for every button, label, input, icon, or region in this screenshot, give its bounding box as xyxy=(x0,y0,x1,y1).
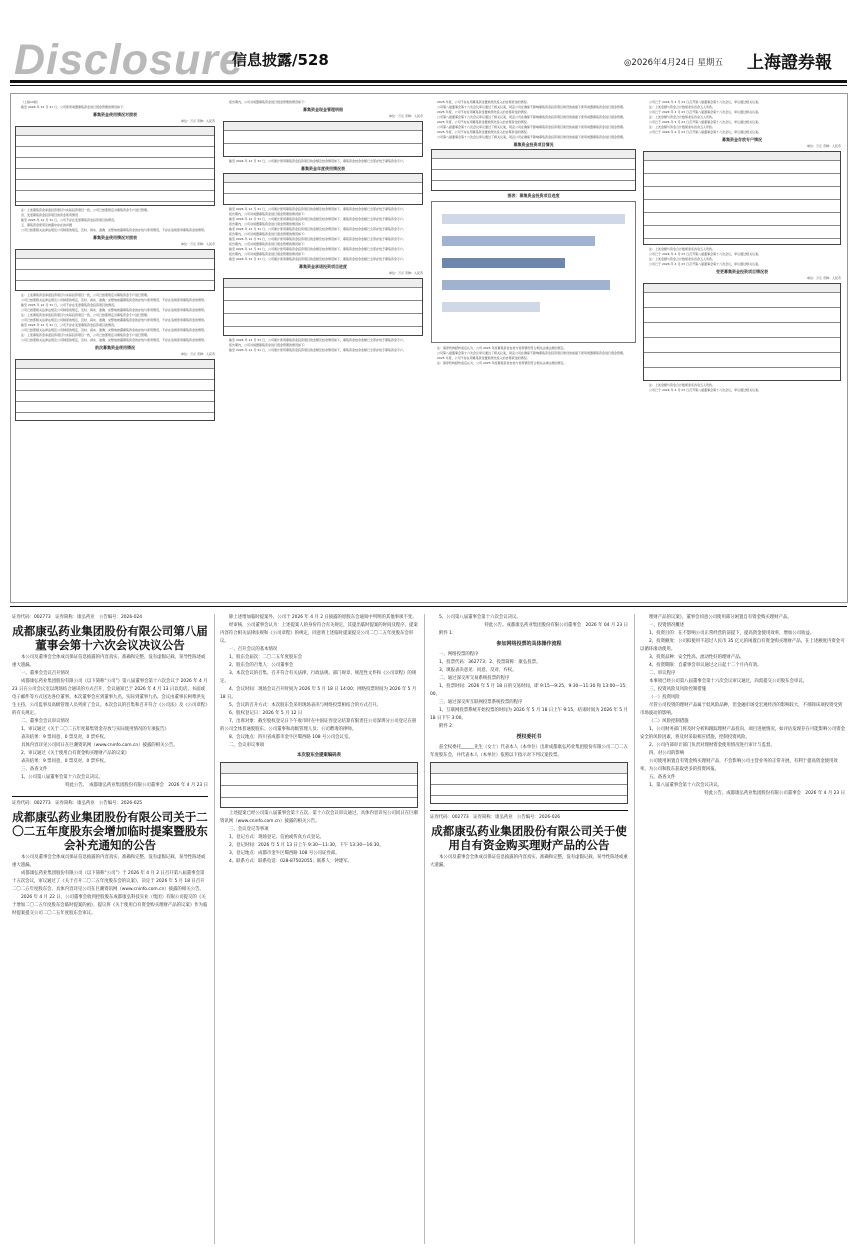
paragraph: 注：保荐机构经核查后认为，公司 2025 年度募集资金存放与使用情况符合相关法律法规的规定。 xyxy=(437,361,567,365)
paragraph: 一、召开会议的基本情况 xyxy=(229,647,278,652)
paragraph: 注：上述募集资金承诺投资项目与实际投资项目一致，公司已按照规定对募集资金专户进行管理。 xyxy=(21,313,151,317)
newspaper-name: 上海證券報 xyxy=(747,53,832,73)
masthead-rule-thin xyxy=(10,85,847,86)
paragraph: 1、公司财务部门将及时分析和跟踪理财产品投向、项目进展情况，如评估发现存在可能影响公司资金安全的风险因素，将及时采取相应措施，控制投资风险。 xyxy=(640,727,845,740)
lower-column-1 xyxy=(12,614,208,1244)
paragraph: 注：上述金额与资金合计数尾差系四舍五入所致。 xyxy=(649,247,716,251)
data-table xyxy=(15,359,215,421)
paragraph: 2026 年 4 月 22 日，公司董事会收到控股股东成都康弘科技实业（集团）有限公司提交的《关于增加二〇二五年度股东会临时提案的函》，提议将《关于使用自有资金购买理财产品的议案》作为临时提案提交公司二〇二五年度股东会审议。 xyxy=(12,895,208,916)
paragraph: 1、投票时间：2026 年 5 月 18 日的交易时间，即 9:15—9:25，9:30—11:30 和 13:00—15:00。 xyxy=(430,684,627,697)
upper-announcement xyxy=(10,93,848,603)
paragraph: 5、会议的召开方式：本次股东会采用现场表决与网络投票相结合的方式召开。 xyxy=(229,703,382,708)
paragraph: 1、股东会届次：二〇二五年度股东会 xyxy=(229,655,303,660)
paragraph: 5、公司第八届董事会第十六次会议决议。 xyxy=(439,615,521,620)
paragraph: 截至 2026 年 12 月 31 日，公司累计使用募集资金投资项目的金额及结余情况如下，募集资金结余金额已全部存放于募集资金专户。 xyxy=(229,217,406,221)
paragraph: 本公司及董事会全体成员保证信息披露的内容真实、准确和完整，没有虚假记载、误导性陈述或重大遗漏。 xyxy=(12,655,206,668)
paragraph: 公司已按照相关法律法规及公司制度的规定，及时、真实、准确、完整地披露募集资金的存放与使用情况，不存在违规使用募集资金的情形。 xyxy=(21,308,208,312)
chart-bar xyxy=(442,258,565,268)
table-title: 募集资金存放专户情况 xyxy=(722,137,762,142)
section-divider xyxy=(10,606,847,607)
paragraph: 2025 年度，公司不存在用募集资金置换预先投入的自筹资金的情况。 xyxy=(437,110,530,114)
issue-date: ◎2026年4月24日 星期五 xyxy=(624,58,723,68)
paragraph: 公司已按照相关法律法规及公司制度的规定，及时、真实、准确、完整地披露募集资金的存放与使用情况，不存在违规使用募集资金的情形。 xyxy=(21,318,208,322)
paragraph: 2025 年度，公司不存在用募集资金置换预先投入的自筹资金的情况。 xyxy=(437,120,530,124)
paragraph: 报告期内，公司对闲置募集资金进行现金管理的情况如下： xyxy=(229,242,308,246)
paragraph: 截至 2026 年 12 月 31 日，公司使用闲置募集资金进行现金管理的情况如下： xyxy=(21,105,126,109)
stock-code-line: 证券代码：002773 证券简称：康弘药业 公告编号：2026-025 xyxy=(12,801,143,806)
paragraph: 2025 年度，公司不存在用募集资金置换预先投入的自筹资金的情况。 xyxy=(437,130,530,134)
paragraph: 三、通过深交所互联网投票系统投票的程序 xyxy=(439,700,523,705)
paragraph: 公司使用闲置自有资金购买理财产品，不会影响公司主营业务的正常开展，有利于提高资金使用效率，为公司和股东获取更多的投资回报。 xyxy=(640,759,838,772)
paragraph: 三、会议登记等事项 xyxy=(229,827,269,832)
paragraph: 注：上述募集资金承诺投资项目与实际投资项目一致，公司已按照规定对募集资金专户进行管理。 xyxy=(21,208,151,212)
attachment-title: 授权委托书 xyxy=(516,734,542,740)
column-divider xyxy=(424,614,425,1244)
signature: 特此公告。成都康弘药业集团股份有限公司董事会 2026 年 4 月 23 日 xyxy=(704,791,845,796)
paragraph: 1、审议通过《关于二〇二五年度募集资金存放与实际使用情况的专项报告》 xyxy=(21,727,169,732)
paragraph: 截至 2025 年 12 月 31 日，公司不存在变更募集资金投资项目的情况。 xyxy=(21,323,117,327)
paragraph: 二、会议审议事项 xyxy=(229,743,265,748)
announcement-block xyxy=(430,810,628,870)
lower-column-2 xyxy=(220,614,418,1244)
paragraph: 截至 2026 年 12 月 31 日，公司累计使用募集资金投资项目的金额及结余情况如下，募集资金结余金额已全部存放于募集资金专户。 xyxy=(229,207,406,211)
paragraph: 截至 2025 年 12 月 31 日，公司不存在变更募集资金投资项目的情况。 xyxy=(21,303,117,307)
paragraph: 上述提案已经公司第八届董事会第十五次、第十六次会议审议通过，具体内容详见公司同日在巨潮资讯网（www.cninfo.com.cn）披露的相关公告。 xyxy=(220,811,418,824)
stock-code-line: 证券代码：002773 证券简称：康弘药业 公告编号：2026-026 xyxy=(430,815,561,820)
paragraph: 五、募集资金使用及披露中存在的问题 xyxy=(21,223,73,227)
data-table xyxy=(223,278,423,336)
data-table xyxy=(15,126,215,206)
announcement-title: 成都康弘药业集团股份有限公司关于使用自有资金购买理财产品的公告 xyxy=(431,824,627,852)
table-unit: 单位：万元 币种：人民币 xyxy=(181,242,215,246)
paragraph: 二、董事会会议审议情况 xyxy=(21,719,70,724)
brand-logo: Disclosure xyxy=(14,36,244,84)
table-title: 募集资金年度使用情况表 xyxy=(301,166,345,171)
paragraph: 二、通过深交所交易系统投票的程序 xyxy=(439,676,510,681)
paragraph: 理财产品的议案》，董事会同意公司使用部分闲置自有资金购买理财产品。 xyxy=(649,615,792,620)
proxy-vote-table xyxy=(430,762,628,804)
paragraph: 3、投资品种：安全性高、流动性好的理财产品。 xyxy=(649,655,744,660)
table-title: 募集资金现金管理明细 xyxy=(303,107,343,112)
paragraph: 注：上述募集资金承诺投资项目与实际投资项目一致，公司已按照规定对募集资金专户进行管理。 xyxy=(21,293,151,297)
data-table xyxy=(223,121,423,157)
paragraph: 本公司及董事会全体成员保证信息披露的内容真实、准确和完整，没有虚假记载、误导性陈述或重大遗漏。 xyxy=(430,855,628,868)
paragraph: 三、备查文件 xyxy=(21,767,48,772)
upper-column-3 xyxy=(431,100,636,596)
paragraph: 2、股东会的召集人：公司董事会 xyxy=(229,663,294,668)
column-divider xyxy=(634,614,635,1244)
data-table xyxy=(643,283,841,381)
attachment-label: 附件 1： xyxy=(439,631,457,636)
paragraph: 具体内容详见公司同日在巨潮资讯网（www.cninfo.com.cn）披露的相关公告。 xyxy=(21,743,178,748)
data-table xyxy=(643,151,841,245)
paragraph: 2、审议通过《关于使用自有资金购买理财产品的议案》 xyxy=(21,751,130,756)
paragraph: 注：上述金额与资金合计数尾差系四舍五入所致。 xyxy=(649,125,716,129)
paragraph: 3、填报表决意见：同意、反对、弃权。 xyxy=(439,668,517,673)
paragraph: 注：上述金额与资金合计数尾差系四舍五入所致。 xyxy=(649,257,716,261)
table-unit: 单位：万元 币种：人民币 xyxy=(181,352,215,356)
table-title: 募集资金承诺投资项目进度 xyxy=(299,264,347,269)
paragraph: 公司已按照相关法律法规及公司制度的规定，及时、真实、准确、完整地披露募集资金的存放与使用情况，不存在违规使用募集资金的情形。 xyxy=(21,298,208,302)
paragraph: 公司已于 2026 年 4 月 23 日召开第八届董事会第十六次会议，审议通过相关议案。 xyxy=(649,110,762,114)
paragraph: 公司已按照相关法律法规及公司制度的规定，及时、真实、准确、完整地披露募集资金的存放与使用情况，不存在违规使用募集资金的情形。 xyxy=(21,338,208,342)
paragraph: 表决结果：9 票同意，0 票反对，0 票弃权。 xyxy=(21,759,109,764)
paragraph: 本事项已经公司第八届董事会第十六次会议审议通过，尚需提交公司股东会审议。 xyxy=(649,679,808,684)
paragraph: 除上述增加临时提案外，公司于 2026 年 4 月 2 日披露的原股东会通知中列明的其他事项不变。 xyxy=(229,615,417,620)
paragraph: 尽管公司投资的理财产品属于低风险品种，但金融市场受宏观经济的影响较大，不排除该项投资受到市场波动的影响。 xyxy=(640,703,843,716)
paragraph: 三、投资风险及风险控制措施 xyxy=(649,687,707,692)
paragraph: 一、投资情况概述 xyxy=(649,623,685,628)
paragraph: 2、公司内部审计部门负责对理财资金使用情况进行审计与监督。 xyxy=(649,743,775,748)
paragraph: 截至 2026 年 12 月 31 日，公司累计使用募集资金投资项目的金额及结余情况如下，募集资金结余金额已全部存放于募集资金专户。 xyxy=(229,338,406,342)
table-title: 本次股东会提案编码表 xyxy=(297,753,341,758)
paragraph: 截至 2026 年 12 月 31 日，公司累计使用募集资金投资项目的金额及结余情况如下，募集资金结余金额已全部存放于募集资金专户。 xyxy=(229,348,406,352)
table-title: 募集资金使用情况对照表 xyxy=(93,235,137,240)
chart-bar xyxy=(442,280,610,290)
paragraph: 7、出席对象：截至股权登记日下午收市时在中国证券登记结算有限责任公司深圳分公司登记在册的公司全体普通股股东；公司董事和高级管理人员；公司聘请的律师。 xyxy=(220,719,417,732)
paragraph: 公司已于 2026 年 4 月 23 日召开第八届董事会第十六次会议，审议通过相关议案。 xyxy=(649,252,762,256)
paragraph: 五、备查文件 xyxy=(649,775,676,780)
upper-column-4 xyxy=(643,100,841,596)
paragraph: 截至 2026 年 12 月 31 日，公司累计使用募集资金投资项目的金额及结余情况如下，募集资金结余金额已全部存放于募集资金专户。 xyxy=(229,237,406,241)
paragraph: 成都康弘药业集团股份有限公司（以下简称“公司”）第八届董事会第十六次会议于 2026 年 4 月 23 日在公司会议室以现场结合通讯的方式召开，会议通知已于 2026 年 4 月 13 日以电话、书面或电子邮件等方式送达各位董事。本次董事会应到董事九名，实际到董事九名。会议由董事长柯尊洪先生主持，公司监事及高级管理人员列席了会议。本次会议的召集和召开符合《公司法》及《公司章程》的有关规定。 xyxy=(12,679,208,716)
paragraph: 二、审议程序 xyxy=(649,671,676,676)
paragraph: 4、投资期限：自董事会审议通过之日起十二个月内有效。 xyxy=(649,663,762,668)
paragraph: （一）投资风险 xyxy=(649,695,680,700)
paragraph: （上接12版） xyxy=(21,100,40,104)
table-title: 前次募集资金使用情况 xyxy=(95,345,135,350)
chart-bar xyxy=(442,214,625,224)
paragraph: 报告期内，公司对闲置募集资金进行现金管理的情况如下： xyxy=(229,232,308,236)
data-table xyxy=(223,173,423,205)
signature: 特此公告。 成都康弘药业集团股份有限公司董事会 2026 年 4 月 23 日 xyxy=(65,783,208,788)
paragraph: 报告期内，公司对闲置募集资金进行现金管理的情况如下： xyxy=(229,252,308,256)
paragraph: 表决结果：9 票同意，0 票反对，0 票弃权。 xyxy=(21,735,109,740)
paragraph: 截至 2026 年 12 月 31 日，公司累计使用募集资金投资项目的金额及结余情况如下，募集资金结余金额已全部存放于募集资金专户。 xyxy=(229,227,406,231)
signature: 特此公告。成都康弘药业集团股份有限公司董事会 2026 年 04 月 23 日 xyxy=(484,623,628,628)
paragraph: 截至 2026 年 12 月 31 日，公司累计使用募集资金投资项目的金额及结余情况如下，募集资金结余金额已全部存放于募集资金专户。 xyxy=(229,159,406,163)
table-unit: 单位：万元 币种：人民币 xyxy=(389,114,423,118)
paragraph: 公司第八届董事会第十六次会议审议通过了相关议案，同意公司在确保不影响募集资金投资项目建设的前提下使用闲置募集资金进行现金管理。 xyxy=(437,105,627,109)
table-unit: 单位：万元 币种：人民币 xyxy=(389,271,423,275)
paragraph: 2025 年度，公司不存在用募集资金置换预先投入的自筹资金的情况。 xyxy=(437,100,530,104)
chart-title: 图表：募集资金投资项目进度 xyxy=(507,193,560,198)
paragraph: 经审核，公司董事会认为：上述提案人的身份符合有关规定，其提出临时提案的时间及程序、提案内容符合相关法律法规和《公司章程》的规定，同意将上述临时提案提交公司二〇二五年度股东会审议。 xyxy=(220,623,418,644)
paragraph: 成都康弘药业集团股份有限公司（以下简称“公司”）于 2026 年 4 月 2 日召开第八届董事会第十五次会议，审议通过了《关于召开二〇二五年度股东会的议案》，决定于 2026 年 5 月 18 日召开二〇二五年度股东会，具体内容详见公司在巨潮资讯网（www.cninfo.com.cn）披露的相关公告。 xyxy=(12,871,205,892)
paragraph: 1、第八届董事会第十六次会议决议。 xyxy=(649,783,723,788)
paragraph: 注：上述募集资金承诺投资项目与实际投资项目一致，公司已按照规定对募集资金专户进行管理。 xyxy=(21,333,151,337)
upper-column-2 xyxy=(223,100,423,596)
paragraph: 6、股权登记日：2026 年 5 月 12 日 xyxy=(229,711,303,716)
paragraph: 公司已于 2026 年 4 月 23 日召开第八届董事会第十六次会议，审议通过相关议案。 xyxy=(649,262,762,266)
paragraph: 一、董事会会议召开情况 xyxy=(21,671,70,676)
masthead xyxy=(0,0,857,88)
paragraph: 4、会议时间：现场会议召开时间为 2026 年 5 月 18 日 14:00；网络投票时间为 2026 年 5 月 18 日。 xyxy=(220,687,417,700)
paragraph: 截至 2026 年 12 月 31 日，公司累计使用募集资金投资项目的金额及结余情况如下，募集资金结余金额已全部存放于募集资金专户。 xyxy=(229,247,406,251)
announcement-title: 成都康弘药业集团股份有限公司第八届董事会第十六次会议决议公告 xyxy=(12,624,208,652)
attachment-label: 附件 2： xyxy=(439,724,457,729)
paragraph: 报告期内，公司对闲置募集资金进行现金管理的情况如下： xyxy=(229,343,308,347)
table-title: 募集资金投资项目情况 xyxy=(513,142,554,147)
data-table xyxy=(431,149,636,191)
proposal-table xyxy=(220,762,418,808)
paragraph: 报告期内，公司对闲置募集资金进行现金管理的情况如下： xyxy=(229,100,308,104)
paragraph: 截至 2026 年 12 月 31 日，公司累计使用募集资金投资项目的金额及结余情况如下，募集资金结余金额已全部存放于募集资金专户。 xyxy=(229,257,406,261)
paragraph: 1、互联网投票系统开始投票的时间为 2026 年 5 月 18 日上午 9:15，结束时间为 2026 年 5 月 18 日下午 3:00。 xyxy=(430,708,628,721)
paragraph: 1、登记方式：现场登记、信函或传真方式登记。 xyxy=(229,835,324,840)
lower-column-3 xyxy=(430,614,628,1244)
paragraph: 2025 年度，公司不存在用募集资金置换预先投入的自筹资金的情况。 xyxy=(437,356,530,360)
paragraph: 公司已按照相关法律法规及公司制度的规定，及时、真实、准确、完整地披露募集资金的存放与使用情况，不存在违规使用募集资金的情形。 xyxy=(21,328,208,332)
paragraph: 四、对公司的影响 xyxy=(649,751,685,756)
section-title: 信息披露/528 xyxy=(232,51,329,69)
paragraph: （二）风险控制措施 xyxy=(649,719,689,724)
stock-code-line: 证券代码：002773 证券简称：康弘药业 公告编号：2026-024 xyxy=(12,615,143,620)
paragraph: 1、投票代码：362773；2、投票简称：康弘投票。 xyxy=(439,660,541,665)
paragraph: 报告期内，公司对闲置募集资金进行现金管理的情况如下： xyxy=(229,212,308,216)
announcement-block xyxy=(12,796,208,918)
paragraph: 8、会议地点：四川省成都市金牛区蜀西路 108 号公司会议室。 xyxy=(229,735,353,740)
paragraph: 注：上述金额与资金合计数尾差系四舍五入所致。 xyxy=(649,105,716,109)
paragraph: 本公司及董事会全体成员保证信息披露的内容真实、准确和完整，没有虚假记载、误导性陈述或重大遗漏。 xyxy=(12,855,206,868)
paragraph: 1、投资目的：在不影响公司正常经营的前提下，提高资金使用效率，增加公司收益。 xyxy=(649,631,815,636)
paragraph: 公司已于 2026 年 4 月 23 日召开第八届董事会第十六次会议，审议通过相关议案。 xyxy=(649,100,762,104)
paragraph: 公司已于 2026 年 4 月 23 日召开第八届董事会第十六次会议，审议通过相关议案。 xyxy=(649,120,762,124)
column-divider xyxy=(214,614,215,1244)
paragraph: 截至 2025 年 12 月 31 日，公司不存在变更募集资金投资项目的情况。 xyxy=(21,218,117,222)
paragraph: 公司第八届董事会第十六次会议审议通过了相关议案，同意公司在确保不影响募集资金投资项目建设的前提下使用闲置募集资金进行现金管理。 xyxy=(437,125,627,129)
table-unit: 单位：万元 币种：人民币 xyxy=(807,144,841,148)
paragraph: 注：上述金额与资金合计数尾差系四舍五入所致。 xyxy=(649,383,716,387)
attachment-title: 参加网络投票的具体操作流程 xyxy=(496,641,562,647)
paragraph: 公司第八届董事会第十六次会议审议通过了相关议案，同意公司在确保不影响募集资金投资项目建设的前提下使用闲置募集资金进行现金管理。 xyxy=(437,135,627,139)
table-title: 募集资金使用情况对照表 xyxy=(93,112,137,117)
paragraph: 公司已于 2026 年 4 月 23 日召开第八届董事会第十六次会议，审议通过相关议案。 xyxy=(649,388,762,392)
chart-bar xyxy=(442,236,595,246)
data-table xyxy=(15,249,215,291)
paragraph: 4、联系方式：联系电话：028-87502055；联系人：钟建军。 xyxy=(229,859,352,864)
paragraph: 四、变更募集资金投资项目的资金使用情况 xyxy=(21,213,79,217)
paragraph: 2、投资额度：公司拟使用不超过人民币 35 亿元的闲置自有资金购买理财产品，在上述额度内资金可以循环滚动使用。 xyxy=(640,639,845,652)
paragraph: 公司已按照相关法律法规及公司制度的规定，及时、真实、准确、完整地披露募集资金的存放与使用情况，不存在违规使用募集资金的情形。 xyxy=(21,228,208,232)
paragraph: 2、登记时间：2026 年 5 月 13 日上午 9:30—11:30，下午 13:30—16:30。 xyxy=(229,843,384,848)
lower-column-4 xyxy=(640,614,845,1244)
table-unit: 单位：万元 币种：人民币 xyxy=(181,119,215,123)
paragraph: 注：保荐机构经核查后认为，公司 2025 年度募集资金存放与使用情况符合相关法律法规的规定。 xyxy=(437,346,567,350)
paragraph: 1、公司第八届董事会第十六次会议决议。 xyxy=(21,775,103,780)
table-unit: 单位：万元 币种：人民币 xyxy=(807,276,841,280)
paragraph: 一、网络投票的程序 xyxy=(439,652,479,657)
paragraph: 公司已于 2026 年 4 月 23 日召开第八届董事会第十六次会议，审议通过相关议案。 xyxy=(649,130,762,134)
table-title: 变更募集资金投资项目情况表 xyxy=(716,269,768,274)
project-progress-chart xyxy=(431,201,636,343)
paragraph: 3、登记地点：成都市金牛区蜀西路 108 号公司证券部。 xyxy=(229,851,340,856)
announcement-title: 成都康弘药业集团股份有限公司关于二〇二五年度股东会增加临时提案暨股东会补充通知的公告 xyxy=(12,810,208,852)
paragraph: 兹全权委托______先生（女士）代表本人（本单位）出席成都康弘药业集团股份有限公司二〇二五年度股东会，并代表本人（本单位）依照以下指示对下列议案投票。 xyxy=(430,745,628,758)
masthead-rule xyxy=(10,80,847,83)
paragraph: 注：上述金额与资金合计数尾差系四舍五入所致。 xyxy=(649,115,716,119)
paragraph: 公司第八届董事会第十六次会议审议通过了相关议案，同意公司在确保不影响募集资金投资项目建设的前提下使用闲置募集资金进行现金管理。 xyxy=(437,115,627,119)
upper-column-1 xyxy=(15,100,215,596)
paragraph: 报告期内，公司对闲置募集资金进行现金管理的情况如下： xyxy=(229,222,308,226)
chart-bar xyxy=(442,302,540,312)
paragraph: 公司第八届董事会第十六次会议审议通过了相关议案，同意公司在确保不影响募集资金投资项目建设的前提下使用闲置募集资金进行现金管理。 xyxy=(437,351,627,355)
paragraph: 3、本次会议的召集、召开符合有关法律、行政法规、部门规章、规范性文件和《公司章程》的规定。 xyxy=(220,671,417,684)
